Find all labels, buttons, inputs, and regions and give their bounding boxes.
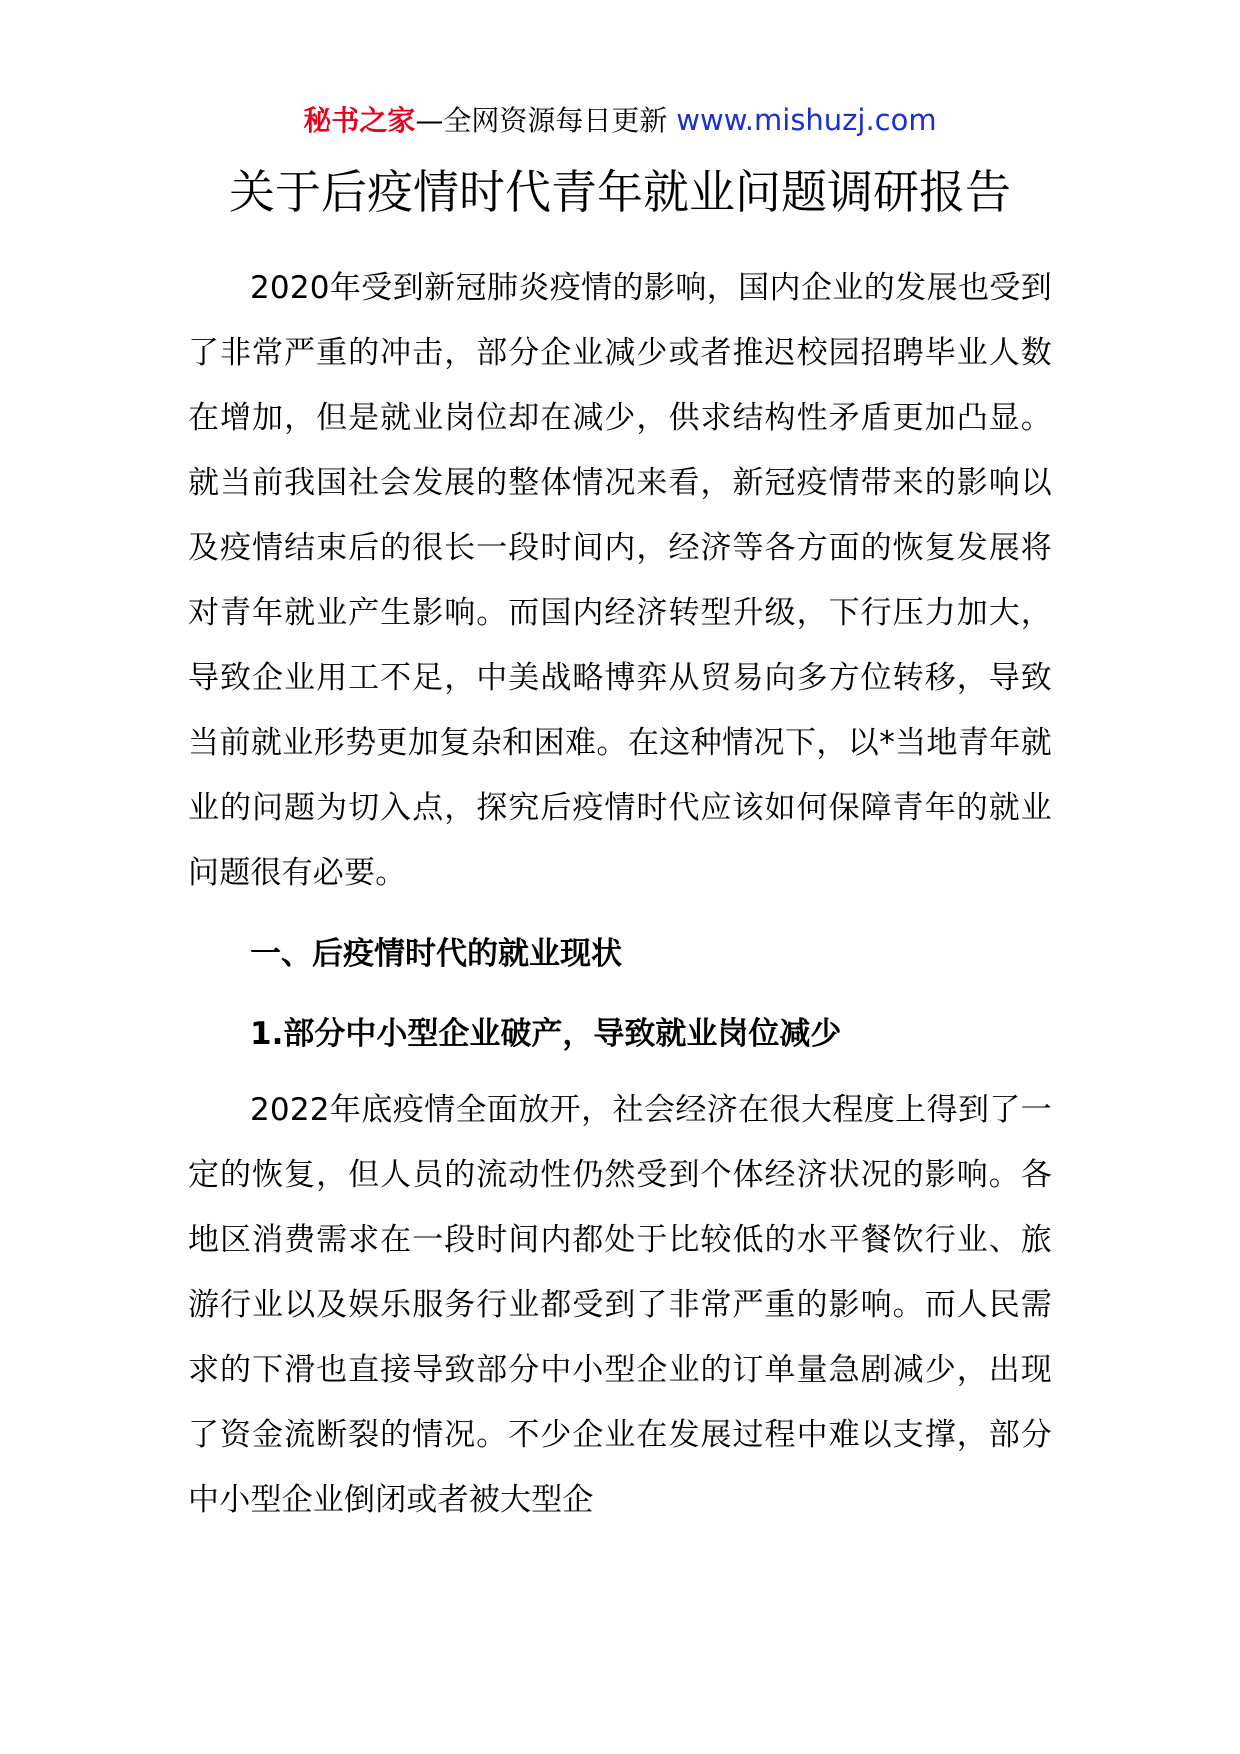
document-body: [188, 256, 1052, 1533]
section-heading: 一、后疫情时代的就业现状: [250, 936, 622, 972]
site-url-link[interactable]: www.mishuzj.com: [676, 103, 937, 137]
banner-tagline: —全网资源每日更新: [415, 104, 677, 137]
document-title: 关于后疫情时代青年就业问题调研报告: [229, 165, 1011, 219]
subsection-heading: 1.部分中小型企业破产，导致就业岗位减少: [250, 1016, 842, 1052]
intro-paragraph: 2020年受到新冠肺炎疫情的影响，国内企业的发展也受到了非常严重的冲击，部分企业减少或者推迟校园招聘毕业人数在增加，但是就业岗位却在减少，供求结构性矛盾更加凸显。就当前我国社会发展的整体情况来看，新冠疫情带来的影响以及疫情结束后的很长一段时间内，经济等各方面的恢复发展将对青年就业产生影响。而国内经济转型升级，下行压力加大，导致企业用工不足，中美战略博弈从贸易向多方位转移，导致当前就业形势更加复杂和困难。在这种情况下，以*当地青年就业的问题为切入点，探究后疫情时代应该如何保障青年的就业问题很有必要。: [188, 270, 1052, 891]
site-banner: [0, 100, 1240, 141]
brand-name: 秘书之家: [303, 104, 416, 137]
subsection-paragraph: 2022年底疫情全面放开，社会经济在很大程度上得到了一定的恢复，但人员的流动性仍然受到个体经济状况的影响。各地区消费需求在一段时间内都处于比较低的水平餐饮行业、旅游行业以及娱乐服务行业都受到了非常严重的影响。而人民需求的下滑也直接导致部分中小型企业的订单量急剧减少，出现了资金流断裂的情况。不少企业在发展过程中难以支撑，部分中小型企业倒闭或者被大型企: [188, 1092, 1052, 1518]
